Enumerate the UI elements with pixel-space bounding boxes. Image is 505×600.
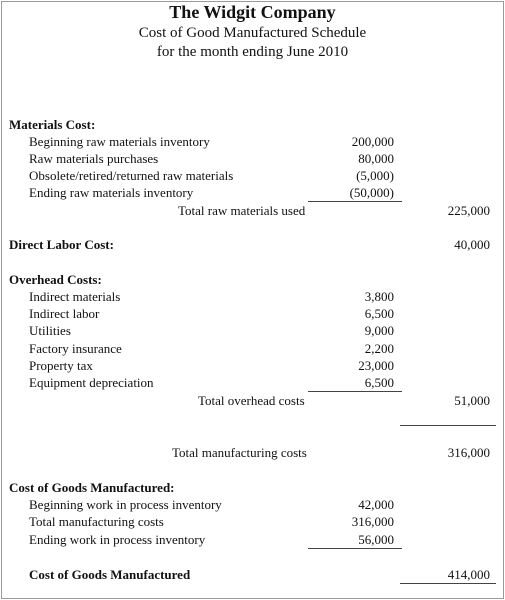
line-item-label: Raw materials purchases bbox=[29, 151, 159, 166]
line-item-value: 3,800 bbox=[364, 289, 394, 304]
final-rule bbox=[400, 583, 496, 584]
line-item-value: (5,000) bbox=[356, 168, 394, 183]
line-item-value: 6,500 bbox=[364, 375, 394, 390]
line-item-value: 56,000 bbox=[358, 532, 394, 547]
cogm-heading: Cost of Goods Manufactured: bbox=[9, 480, 175, 495]
schedule-title: Cost of Good Manufactured Schedule bbox=[138, 25, 367, 41]
materials-heading: Materials Cost: bbox=[9, 117, 96, 132]
subtotal-rule bbox=[308, 391, 402, 392]
total-raw-materials-value: 225,000 bbox=[447, 203, 490, 218]
line-item-value: 23,000 bbox=[358, 358, 394, 373]
subtotal-rule bbox=[308, 548, 402, 549]
line-item-label: Total manufacturing costs bbox=[29, 514, 164, 529]
line-item-label: Ending raw materials inventory bbox=[29, 185, 194, 200]
total-manufacturing-label: Total manufacturing costs bbox=[172, 445, 307, 460]
total-overhead-value: 51,000 bbox=[454, 393, 490, 408]
line-item-label: Factory insurance bbox=[29, 341, 122, 356]
line-item-label: Beginning raw materials inventory bbox=[29, 134, 210, 149]
total-manufacturing-value: 316,000 bbox=[447, 445, 490, 460]
total-raw-materials-label: Total raw materials used bbox=[178, 203, 306, 218]
line-item-label: Ending work in process inventory bbox=[29, 532, 206, 547]
line-item-value: 200,000 bbox=[351, 134, 394, 149]
line-item-label: Beginning work in process inventory bbox=[29, 497, 222, 512]
total-overhead-label: Total overhead costs bbox=[198, 393, 305, 408]
line-item-label: Property tax bbox=[29, 358, 93, 373]
cogm-final-label: Cost of Goods Manufactured bbox=[29, 567, 191, 582]
line-item-value: 42,000 bbox=[358, 497, 394, 512]
line-item-value: 80,000 bbox=[358, 151, 394, 166]
line-item-value: 316,000 bbox=[351, 514, 394, 529]
direct-labor-heading: Direct Labor Cost: bbox=[9, 237, 114, 252]
line-item-label: Indirect materials bbox=[29, 289, 121, 304]
line-item-value: 6,500 bbox=[364, 306, 394, 321]
line-item-value: 2,200 bbox=[364, 341, 394, 356]
cogm-final-value: 414,000 bbox=[447, 567, 490, 582]
line-item-value: (50,000) bbox=[349, 185, 394, 200]
line-item-value: 9,000 bbox=[364, 323, 394, 338]
direct-labor-value: 40,000 bbox=[454, 237, 490, 252]
company-name: The Widgit Company bbox=[169, 2, 336, 22]
line-item-label: Obsolete/retired/returned raw materials bbox=[29, 168, 234, 183]
overhead-heading: Overhead Costs: bbox=[9, 272, 102, 287]
line-item-label: Equipment depreciation bbox=[29, 375, 154, 390]
line-item-label: Indirect labor bbox=[29, 306, 100, 321]
total-rule bbox=[400, 425, 496, 426]
line-item-label: Utilities bbox=[29, 323, 71, 338]
schedule-period: for the month ending June 2010 bbox=[156, 44, 349, 60]
subtotal-rule bbox=[308, 201, 402, 202]
